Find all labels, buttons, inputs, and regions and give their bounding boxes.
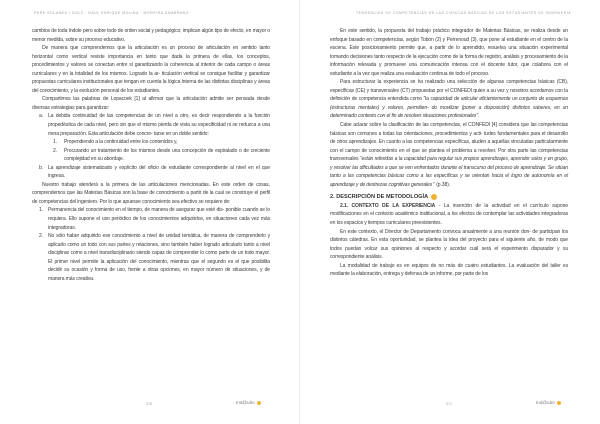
paragraph: En este contexto, el Director de Departamento convoca anualmente a una reunión don- de participan los distintos cátedras. En esta oportunidad, se plantea la idea del proyecto para el siguiente año, de modo que todos puedan volcar sus opiniones al respecto y acordar cuál será el experimento disparador y su correspondiente análisis. — [330, 228, 569, 261]
list-item: a. La debida continuidad de las competencias de un nivel a otro, es decir respondiendo a la función propedéutica de cada nivel, pero sin que el mismo pierda de vista su especificidad ni se reduzca a una mera preparación. Esta articulación debe concre- tarse en un doble sentido: — [39, 113, 270, 137]
left-page-body — [32, 27, 270, 283]
paragraph: cambios de toda índole pero sobre todo de orden social y pedagógico; implican algún tipo de efecto, en mayor o menor medida, sobre su proceso educativo. — [32, 28, 270, 43]
paragraph: Nuestro trabajo atenderá a la primera de las articulaciones mencionadas. En este orden de cosas, comprendemos que las Materias Básicas son la base de conocimiento a partir de la cual se construye el perfil de competencias del ingeniero. Por lo que apuesse conocimiento sea efectivo se requiere de: — [32, 181, 270, 205]
paragraph: Cabe aclarar sobre la clasificación de las competencias, el CONFEDI [4] considera que las competencias básicas son comunes a todas las orientaciones, procedimientos y acti- tudes fundamentales para el desarrollo de otros aprendizajes. En cuanto a las competencias específicas, aluden a aquellas vinculadas particularmente con el campo de conocimiento en el que se plantea el problema a resolver. Por otra parte las competencias transversales “están referidas a la capacidad para regular sus propios aprendizajes, aprender solos y en grupo, y resolver las dificultades a que se ven enfrentados durante el transcurso del proceso de aprendizaje. Se sitúan tanto a las competencias básicas como a las específicas y se orientan hacia el logro de autonomía en el aprendizaje y de destrezas cognitivas generales ” (p.38). — [330, 122, 568, 188]
left-page-number: 370 — [146, 402, 152, 406]
list-item: 1. Propendiendo a la continuidad entre los contenidos y, — [53, 139, 178, 146]
list-item: b. La aprendizaje sistematizado y explícito del oficio de estudiante correspondiente al nivel en el que ingresa. — [39, 164, 270, 180]
brand-logo-icon — [257, 401, 261, 405]
paragraph: Compartimos las palabras de Lopacoek [1] al afirmar que la articulación admite ser pensada desde diversas estrategias para garantizar: — [32, 96, 270, 111]
list-item: 2. No sólo haber adquirido ese conocimiento a nivel de unidad temática, de manera de comprenderlo y aplicarlo como un todo con sus partes y relaciones, sino también haber logrado articularlo tanto a nivel disciplinar como a nivel transdisciplinario siendo capaz de comprender lo como parte de un todo mayor. El primer nivel permite la aplicación del conocimiento, mientras que el segundo es el que posibilita decidir su ocasión y forma de uso, frente a otras opciones, en mayor número de situaciones, y de manera más creativa. — [39, 233, 270, 282]
right-page-body — [330, 27, 568, 279]
right-brand: Ind@ubo — [536, 400, 561, 405]
section-bullet-icon — [431, 194, 437, 200]
paragraph: Para estructurar la experiencia se ha realizado una selección de algunas competencias básicas (CB), específicas (CE) y transversales (CT) propuestas por el CONFEDI quien a su vez y nosotros acordamos con la definición de competencia entendida como “la capacidad de articular eficientemente un conjunto de esquemas (estructuras mentales) y valores, permitien- do movilizar (poner a disposición) distintos saberes, en un determinado contexto con el fin de resolver situaciones profesionales”. — [330, 79, 568, 120]
list-item: 2. Procurando un tratamiento de los mismos desde una concepción de espiralado o de creciente complejidad en su abordaje. — [53, 147, 270, 163]
paragraph: De manera que comprendemos que la articulación es un proceso de articulación en sentido tanto horizontal como vertical reviste importancia en tanto que dada la primera de ellas, los conceptos, procedimientos y valores se conectan entre sí garantizando la coherencia al interior de cada campo o áreas curriculares y en la totalidad de los mismos. Logrado la ar- ticulación vertical se consigue facilitar y garantizar propuestas curriculares institucionales que tengan en cuenta la lógica interna de las distintas disciplinas y áreas del conocimiento, y la evolución personal de los estudiantes. — [32, 45, 270, 94]
subsection-heading: 2.1. CONTEXTO DE LA EXPERIENCIA — [340, 202, 436, 209]
right-running-head: TENDENCIAS DE COMPETENCIAS EN LAS CIENCIAS BÁSICAS DE LOS ESTUDIANTES DE INGENIERÍA — [356, 11, 572, 15]
right-page — [300, 0, 600, 424]
right-page-number: 371 — [446, 402, 452, 406]
paragraph: En este sentido, la propuesta del trabajo práctico integrador de Materias Básicas, se realiza desde un enfoque basado en competencias, según Tobón (2) y Perrenoud (3), que pone al estudiante en el centro de la escena. Este posicionamiento permite que, a partir de lo aprendido, resuelva una situación experimental tomando decisiones tanto respecto de la ejecución como de la forma de registro, análisis y procesamiento de la información relevada y promueve una comunicación intensa con el docente tutor, que colabora con el estudiante a la vez que realiza una evaluación continua de todo el proceso. — [330, 28, 568, 77]
section-heading: 2. DESCRIPCIÓN DE METODOLOGÍA — [330, 193, 568, 202]
list-item: 1. Permanencia del conocimiento en el tiempo, de manera de asegurar que esté dis- ponible cuando se lo requiera. Ello supone el uso periódico de los conocimientos adquiridos, en situaciones cada vez más integradoras. — [39, 207, 270, 231]
left-running-head: PERE SOLANES I DOLZ · RAÚL ENRIQUE MOLINA · MOREIRA ZAMBRANO — [34, 11, 189, 15]
paragraph: La modalidad de trabajo es en equipos de no más de cuatro estudiantes. La evaluación del taller es mediante la elaboración, entrega y defensa de un informe, por parte de los — [330, 262, 568, 278]
paragraph: 2.1. CONTEXTO DE LA EXPERIENCIA - La inserción de la actividad en el currículo supone modificaciones en el contexto académico institucional, a los efectos de contemplar las actividades integradoras en los espacios y tiempos curriculares preexistentes. — [330, 202, 568, 227]
left-brand: Ind@ubo — [236, 400, 261, 405]
brand-logo-icon — [557, 401, 561, 405]
